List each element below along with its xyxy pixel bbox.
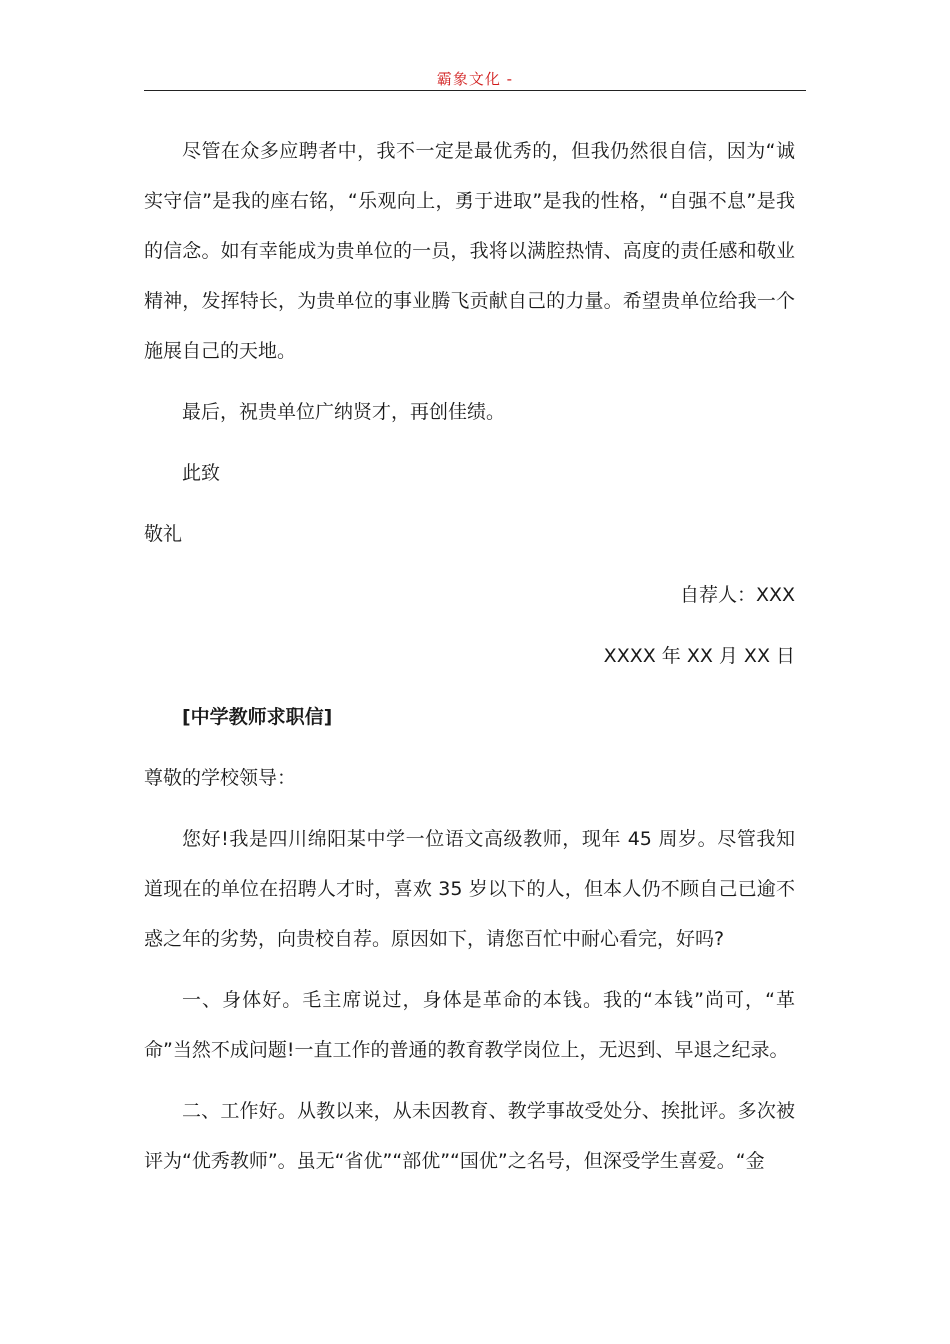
letter2-paragraph-3: 二、工作好。从教以来，从未因教育、教学事故受处分、挨批评。多次被评为“优秀教师”。虽无“省优”“部优”“国优”之名号，但深受学生喜爱。“金	[144, 1100, 795, 1172]
letter1-paragraph-1: 尽管在众多应聘者中，我不一定是最优秀的，但我仍然很自信，因为“诚实守信”是我的座右铭，“乐观向上，勇于进取”是我的性格，“自强不息”是我的信念。如有幸能成为贵单位的一员，我将以满腔热情、高度的责任感和敬业精神，发挥特长，为贵单位的事业腾飞贡献自己的力量。希望贵单位给我一个施展自己的天地。	[144, 140, 795, 362]
letter1-closing-jingli: 敬礼	[144, 523, 183, 545]
page-header-title: 霸象文化 -	[436, 70, 514, 88]
header-divider	[144, 90, 806, 91]
document-body	[144, 126, 795, 1186]
letter2-paragraph-2: 一、身体好。毛主席说过，身体是革命的本钱。我的“本钱”尚可，“革命”当然不成问题!一直工作的普通的教育教学岗位上，无迟到、早退之纪录。	[144, 989, 795, 1061]
letter2-paragraph-1: 您好!我是四川绵阳某中学一位语文高级教师，现年 45 周岁。尽管我知道现在的单位在招聘人才时，喜欢 35 岁以下的人，但本人仍不顾自己已逾不惑之年的劣势，向贵校自荐。原因如下，请您百忙中耐心看完，好吗?	[144, 828, 795, 950]
letter1-date: XXXX 年 XX 月 XX 日	[603, 645, 795, 667]
letter2-salutation: 尊敬的学校领导：	[144, 767, 297, 789]
letter1-closing-cizhi: 此致	[182, 462, 221, 484]
letter1-signer: 自荐人：XXX	[679, 584, 795, 606]
letter2-title: [中学教师求职信]	[182, 706, 333, 728]
letter1-paragraph-2: 最后，祝贵单位广纳贤才，再创佳绩。	[182, 401, 506, 423]
